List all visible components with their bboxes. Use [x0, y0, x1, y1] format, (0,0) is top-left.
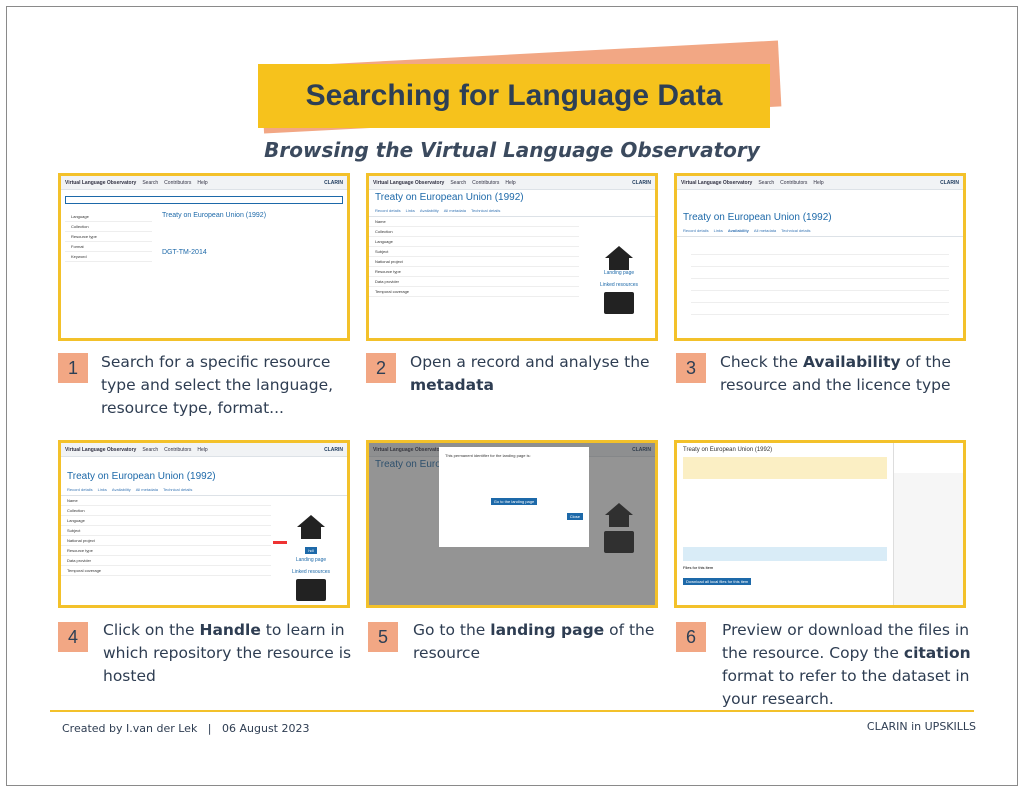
brand: CLARIN: [324, 179, 343, 186]
caption-text: Handle: [199, 621, 261, 639]
caption-text: Go to the: [413, 621, 491, 639]
caption-text: of the resource and the licence type: [720, 353, 951, 394]
step-caption-6: [722, 619, 977, 711]
screenshot-landing: [366, 440, 658, 608]
step-number-1: 1: [58, 353, 88, 383]
arrow-icon: [273, 541, 287, 544]
step-number-4: 4: [58, 622, 88, 652]
screenshot-record: Virtual Language Observatory Search Contributors Help CLARIN Treaty on European Union (1992) Record details Links Availability All metadata Technical details Name Collection Language Subject National project Resource type Data provider Temporal coverage Landing page Linked resources: [366, 173, 658, 341]
menu-contributors: Contributors: [164, 179, 192, 186]
step-caption-2: [410, 351, 650, 397]
folder-icon: [604, 292, 634, 314]
caption-text: Search for a specific resource type and select the language, resource type, format...: [101, 353, 334, 417]
handle-button: hdl: [305, 547, 316, 554]
result-title-2: DGT-TM-2014: [162, 249, 207, 256]
step-number-5: 5: [368, 622, 398, 652]
home-icon: [605, 246, 633, 258]
caption-text: landing page: [490, 621, 605, 639]
caption-text: citation: [903, 644, 971, 662]
caption-text: Click on the: [103, 621, 200, 639]
menu-search: Search: [142, 179, 159, 186]
app-name: Virtual Language Observatory: [65, 179, 137, 186]
menu-help: Help: [197, 179, 208, 186]
caption-text: metadata: [410, 376, 494, 394]
screenshot-handle: Virtual Language Observatory Search Contributors Help CLARIN Treaty on European Union (1992) Record details Links Availability All metadata Technical details Name Collection Language Subject National project Resource type Data provider Temporal coverage hdl Landing page Linked resources: [58, 440, 350, 608]
footer-divider: [50, 710, 974, 712]
step-caption-1: [101, 351, 356, 420]
facet-format: Format: [65, 242, 152, 252]
caption-text: Availability: [802, 353, 901, 371]
page-title: Searching for Language Data: [305, 79, 723, 112]
facet-resource-type: Resource type: [65, 232, 152, 242]
footer-credit: Created by I.van der Lek | 06 August 2023: [62, 722, 310, 735]
caption-text: Check the: [720, 353, 803, 371]
facet-keyword: Keyword: [65, 252, 152, 262]
caption-text: of the resource: [413, 621, 655, 662]
step-caption-5: [413, 619, 663, 665]
page-subtitle: Browsing the Virtual Language Observatory: [264, 138, 760, 162]
step-number-2: 2: [366, 353, 396, 383]
title-banner: [258, 64, 770, 128]
search-input: [65, 196, 343, 204]
close-button: Close: [567, 513, 583, 520]
step-caption-4: [103, 619, 353, 688]
record-title: Treaty on European Union (1992): [375, 192, 524, 203]
caption-text: format to refer to the dataset in your research.: [722, 667, 970, 708]
footer-project: CLARIN in UPSKILLS: [866, 720, 976, 733]
caption-text: to learn in which repository the resource is hosted: [103, 621, 352, 685]
step-number-3: 3: [676, 353, 706, 383]
screenshot-repository: Treaty on European Union (1992) Files for this item Download all local files for this item: [674, 440, 966, 608]
result-title-1: Treaty on European Union (1992): [162, 212, 267, 219]
step-caption-3: [720, 351, 980, 397]
handle-modal: This permanent identifier for the landing page is: Go to the landing page Close: [439, 447, 589, 547]
caption-text: Preview or download the files in the resource. Copy the: [722, 621, 970, 662]
go-landing-button: Go to the landing page: [491, 498, 537, 505]
caption-text: Open a record and analyse the: [410, 353, 650, 371]
screenshot-availability: Virtual Language Observatory Search Contributors Help CLARIN Treaty on European Union (1992) Record details Links Availability All metadata Technical details: [674, 173, 966, 341]
step-number-6: 6: [676, 622, 706, 652]
facet-collection: Collection: [65, 222, 152, 232]
facet-language: Language: [65, 212, 152, 222]
screenshot-search: [58, 173, 350, 341]
download-button: Download all local files for this item: [683, 578, 751, 585]
